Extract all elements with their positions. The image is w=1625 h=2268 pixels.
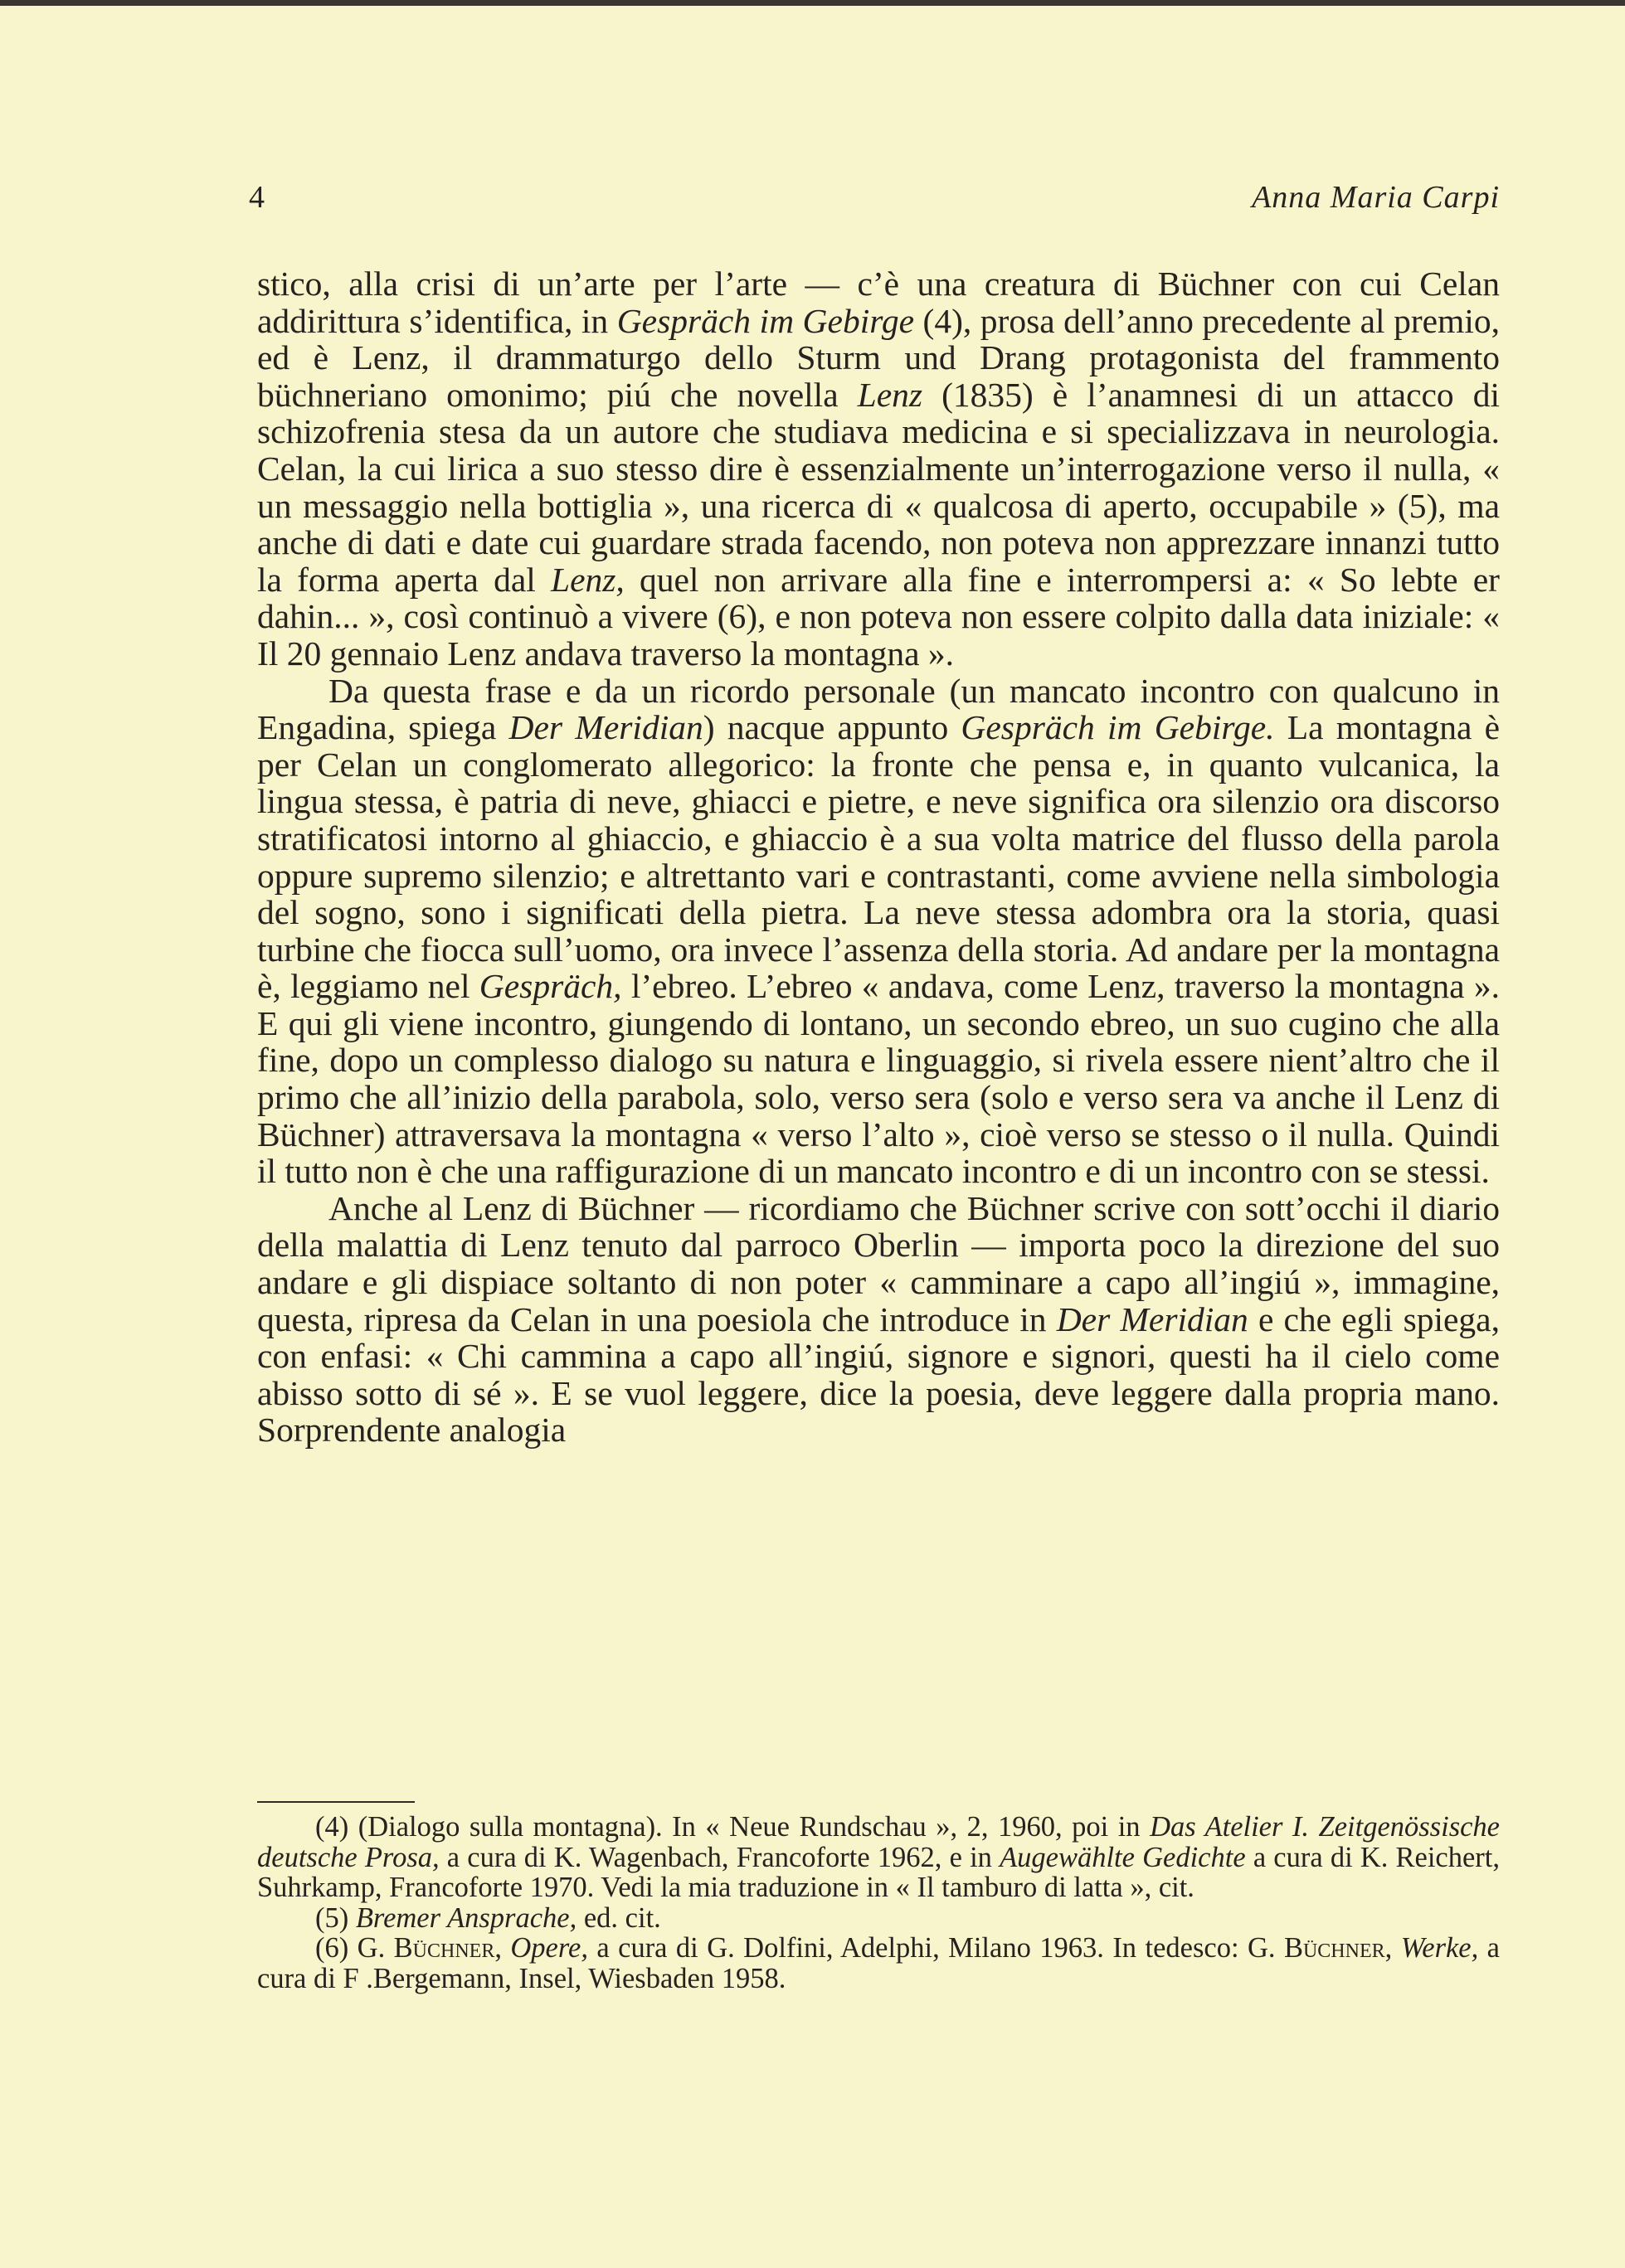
italic-title: Das Atelier I. Zeitgenössische deutsche Prosa, xyxy=(257,1811,1500,1873)
page-number: 4 xyxy=(249,180,265,215)
text-run: a cura di K. Wagenbach, Francoforte 1962, e in xyxy=(439,1841,1000,1873)
paragraph-3 xyxy=(257,1190,1500,1449)
paragraph-2 xyxy=(257,673,1500,1190)
italic-title: Werke, xyxy=(1400,1932,1479,1964)
paragraph-1 xyxy=(257,265,1500,673)
text-run: (6) G. xyxy=(315,1932,394,1964)
text-run: ed. cit. xyxy=(577,1901,661,1934)
text-run: stico, alla crisi di un’arte per l’arte — c’è una creatura di Büchner con cui Celan addirittura s’identifica, in xyxy=(257,265,1500,340)
italic-title: Lenz, xyxy=(551,560,625,599)
running-head-author: Anna Maria Carpi xyxy=(1252,180,1500,215)
author-name-smallcaps: Büchner, xyxy=(1283,1932,1393,1964)
footnotes xyxy=(257,1812,1500,1994)
text-run: (4), prosa dell’anno precedente al premio, ed è Lenz, il drammaturgo dello Sturm und Drang protagonista del frammento büchneriano omonimo; piú che novella xyxy=(257,301,1500,414)
italic-title: Augewählte Gedichte xyxy=(1000,1841,1246,1873)
footnote-separator xyxy=(257,1801,415,1803)
text-run: quel non arrivare alla fine e interrompersi a: « So lebte er dahin... », così continuò a vivere (6), e non poteva non essere colpito dalla data iniziale: « Il 20 gennaio Lenz andava traverso la montagna ». xyxy=(257,560,1500,673)
text-run: La montagna è per Celan un conglomerato allegorico: la fronte che pensa e, in quanto vulcanica, la lingua stessa, è patria di neve, ghiacci e pietre, e neve significa ora silenzio ora discorso stratificatosi intorno al ghiaccio, e ghiaccio è a sua volta matrice del flusso della parola oppure supremo silenzio; e altrettanto vari e contrastanti, come avviene nella simbologia del sogno, sono i significati della pietra. La neve stessa adombra ora la storia, quasi turbine che fiocca sull’uomo, ora invece l’assenza della storia. Ad andare per la montagna è, leggiamo nel xyxy=(257,708,1501,1006)
text-run: a cura di G. Dolfini, Adelphi, Milano 1963. In tedesco: G. xyxy=(587,1932,1284,1964)
text-run xyxy=(1392,1932,1400,1964)
footnote-5 xyxy=(257,1903,1500,1934)
text-run: ) nacque appunto xyxy=(703,708,961,747)
text-run: (4) (Dialogo sulla montagna). In « Neue Rundschau », 2, 1960, poi in xyxy=(315,1811,1151,1843)
text-run: Anche al Lenz di Büchner — ricordiamo che Büchner scrive con sott’occhi il diario della malattia di Lenz tenuto dal parroco Oberlin — importa poco la direzione del suo andare e gli dispiace soltanto di non poter « camminare a capo all’ingiú », immagine, questa, ripresa da Celan in una poesiola che introduce in xyxy=(257,1188,1500,1338)
footnote-4 xyxy=(257,1812,1500,1903)
text-run: (5) xyxy=(315,1901,356,1934)
page-header xyxy=(249,179,1500,222)
italic-title: Gespräch im Gebirge xyxy=(616,301,915,340)
italic-title: Opere, xyxy=(510,1932,588,1964)
text-run: a cura di F .Bergemann, Insel, Wiesbaden 1958. xyxy=(257,1932,1500,1994)
text-run: Da questa frase e da un ricordo personale (un mancato incontro con qualcuno in Engadina, spiega xyxy=(257,671,1500,747)
italic-title: Gespräch, xyxy=(479,967,622,1006)
italic-title: Der Meridian xyxy=(1056,1299,1248,1338)
italic-title: Der Meridian xyxy=(508,708,703,747)
italic-title: Lenz xyxy=(857,375,923,414)
body-text xyxy=(257,265,1500,1449)
text-run: a cura di K. Reichert, Suhrkamp, Francoforte 1970. Vedi la mia traduzione in « Il tamburo di latta », cit. xyxy=(257,1841,1501,1903)
italic-title: Gespräch im Gebirge. xyxy=(961,708,1275,747)
text-run: (1835) è l’anamnesi di un attacco di schizofrenia stesa da un autore che studiava medicina e si specializzava in neurologia. Celan, la cui lirica a suo stesso dire è essenzialmente un’interrogazione verso il nulla, « un messaggio nella bottiglia », una ricerca di « qualcosa di aperto, occupabile » (5), ma anche di dati e date cui guardare strada facendo, non poteva non apprezzare innanzi tutto la forma aperta dal xyxy=(257,375,1500,599)
top-rule xyxy=(0,0,1625,6)
author-name-smallcaps: Büchner, xyxy=(393,1932,502,1964)
text-run xyxy=(502,1932,510,1964)
text-run: e che egli spiega, con enfasi: « Chi cammina a capo all’ingiú, signore e signori, questi ha il cielo come abisso sotto di sé ». E se vuol leggere, dice la poesia, deve leggere dalla propria mano. Sorprendente analogia xyxy=(257,1299,1500,1450)
text-run: l’ebreo. L’ebreo « andava, come Lenz, traverso la montagna ». E qui gli viene incontro, giungendo di lontano, un secondo ebreo, un suo cugino che alla fine, dopo un complesso dialogo su natura e linguaggio, si rivela essere nient’altro che il primo che all’inizio della parabola, solo, verso sera (solo e verso sera va anche il Lenz di Büchner) attraversava la montagna « verso l’alto », cioè verso se stesso o il nulla. Quindi il tutto non è che una raffigurazione di un mancato incontro e di un incontro con se stessi. xyxy=(257,967,1500,1191)
footnote-6 xyxy=(257,1933,1500,1994)
italic-title: Bremer Ansprache, xyxy=(355,1901,577,1934)
